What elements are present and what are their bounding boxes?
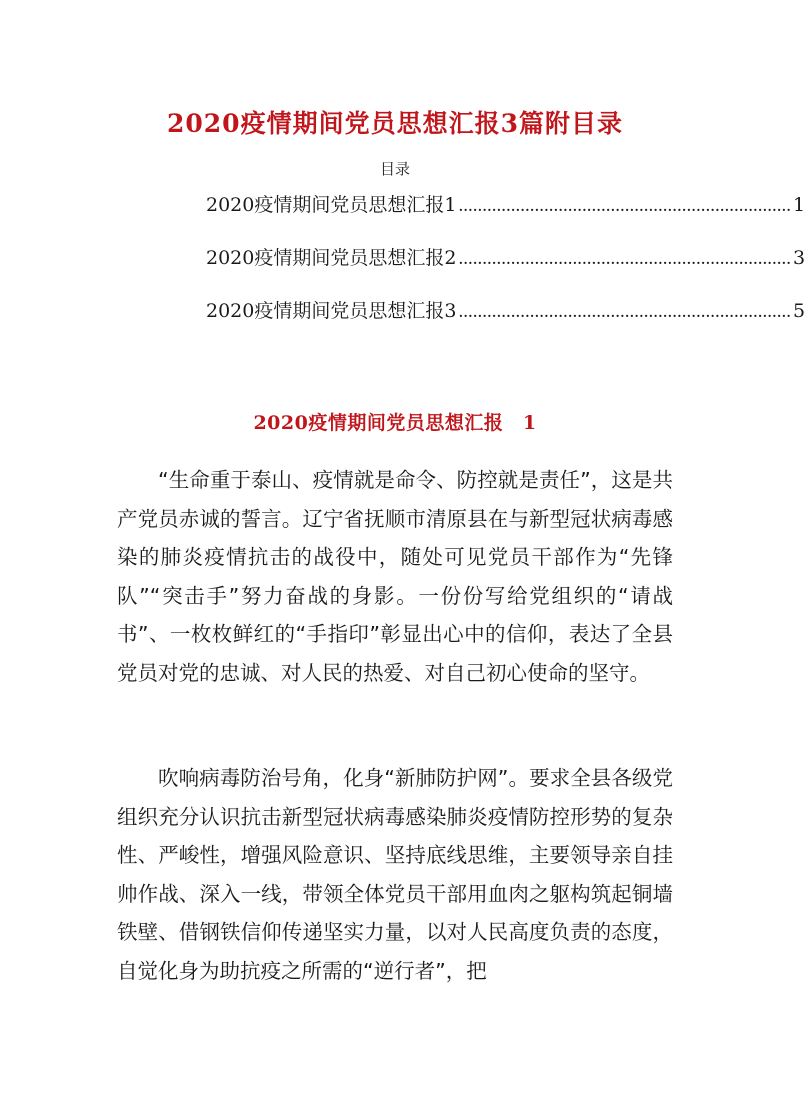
body-paragraph: 吹响病毒防治号角，化身“新肺防护网”。要求全县各级党组织充分认识抗击新型冠状病毒感染肺炎疫情防控形势的复杂性、严峻性，增强风险意识、坚持底线思维，主要领导亲自挂帅作战、深入一线，带领全体党员干部用血肉之躯构筑起铜墙铁壁、借钢铁信仰传递坚实力量，以对人民高度负责的态度，自觉化身为助抗疫之所需的“逆行者”，把 [117,766,673,983]
section-title: 2020疫情期间党员思想汇报 1 [253,412,537,434]
toc-leader-dots: ...................................................................... [458,248,791,269]
toc-entry[interactable] [206,296,805,322]
toc-entry-text: 2020疫情期间党员思想汇报 [206,247,445,269]
toc-entry-number: 1 [444,194,457,216]
toc-heading: 目录 [379,160,410,178]
toc-entry-page: 3 [792,247,805,269]
document-title: 2020疫情期间党员思想汇报3篇附目录 [167,109,623,138]
toc-entry-number: 3 [444,300,457,322]
toc-entry-page: 5 [792,300,805,322]
toc-entry-number: 2 [444,247,457,269]
toc-leader-dots: ...................................................................... [458,301,791,322]
toc-entry[interactable] [206,190,805,216]
body-paragraph: “生命重于泰山、疫情就是命令、防控就是责任”，这是共产党员赤诚的誓言。辽宁省抚顺市清原县在与新型冠状病毒感染的肺炎疫情抗击的战役中，随处可见党员干部作为“先锋队”“突击手”努力奋战的身影。一份份写给党组织的“请战书”、一枚枚鲜红的“手指印”彰显出心中的信仰，表达了全县党员对党的忠诚、对人民的热爱、对自己初心使命的坚守。 [117,468,673,685]
toc-entry-text: 2020疫情期间党员思想汇报 [206,300,445,322]
toc-entry[interactable] [206,243,805,269]
toc-entry-text: 2020疫情期间党员思想汇报 [206,194,445,216]
toc-leader-dots: ...................................................................... [458,195,791,216]
toc-entry-page: 1 [792,194,805,216]
